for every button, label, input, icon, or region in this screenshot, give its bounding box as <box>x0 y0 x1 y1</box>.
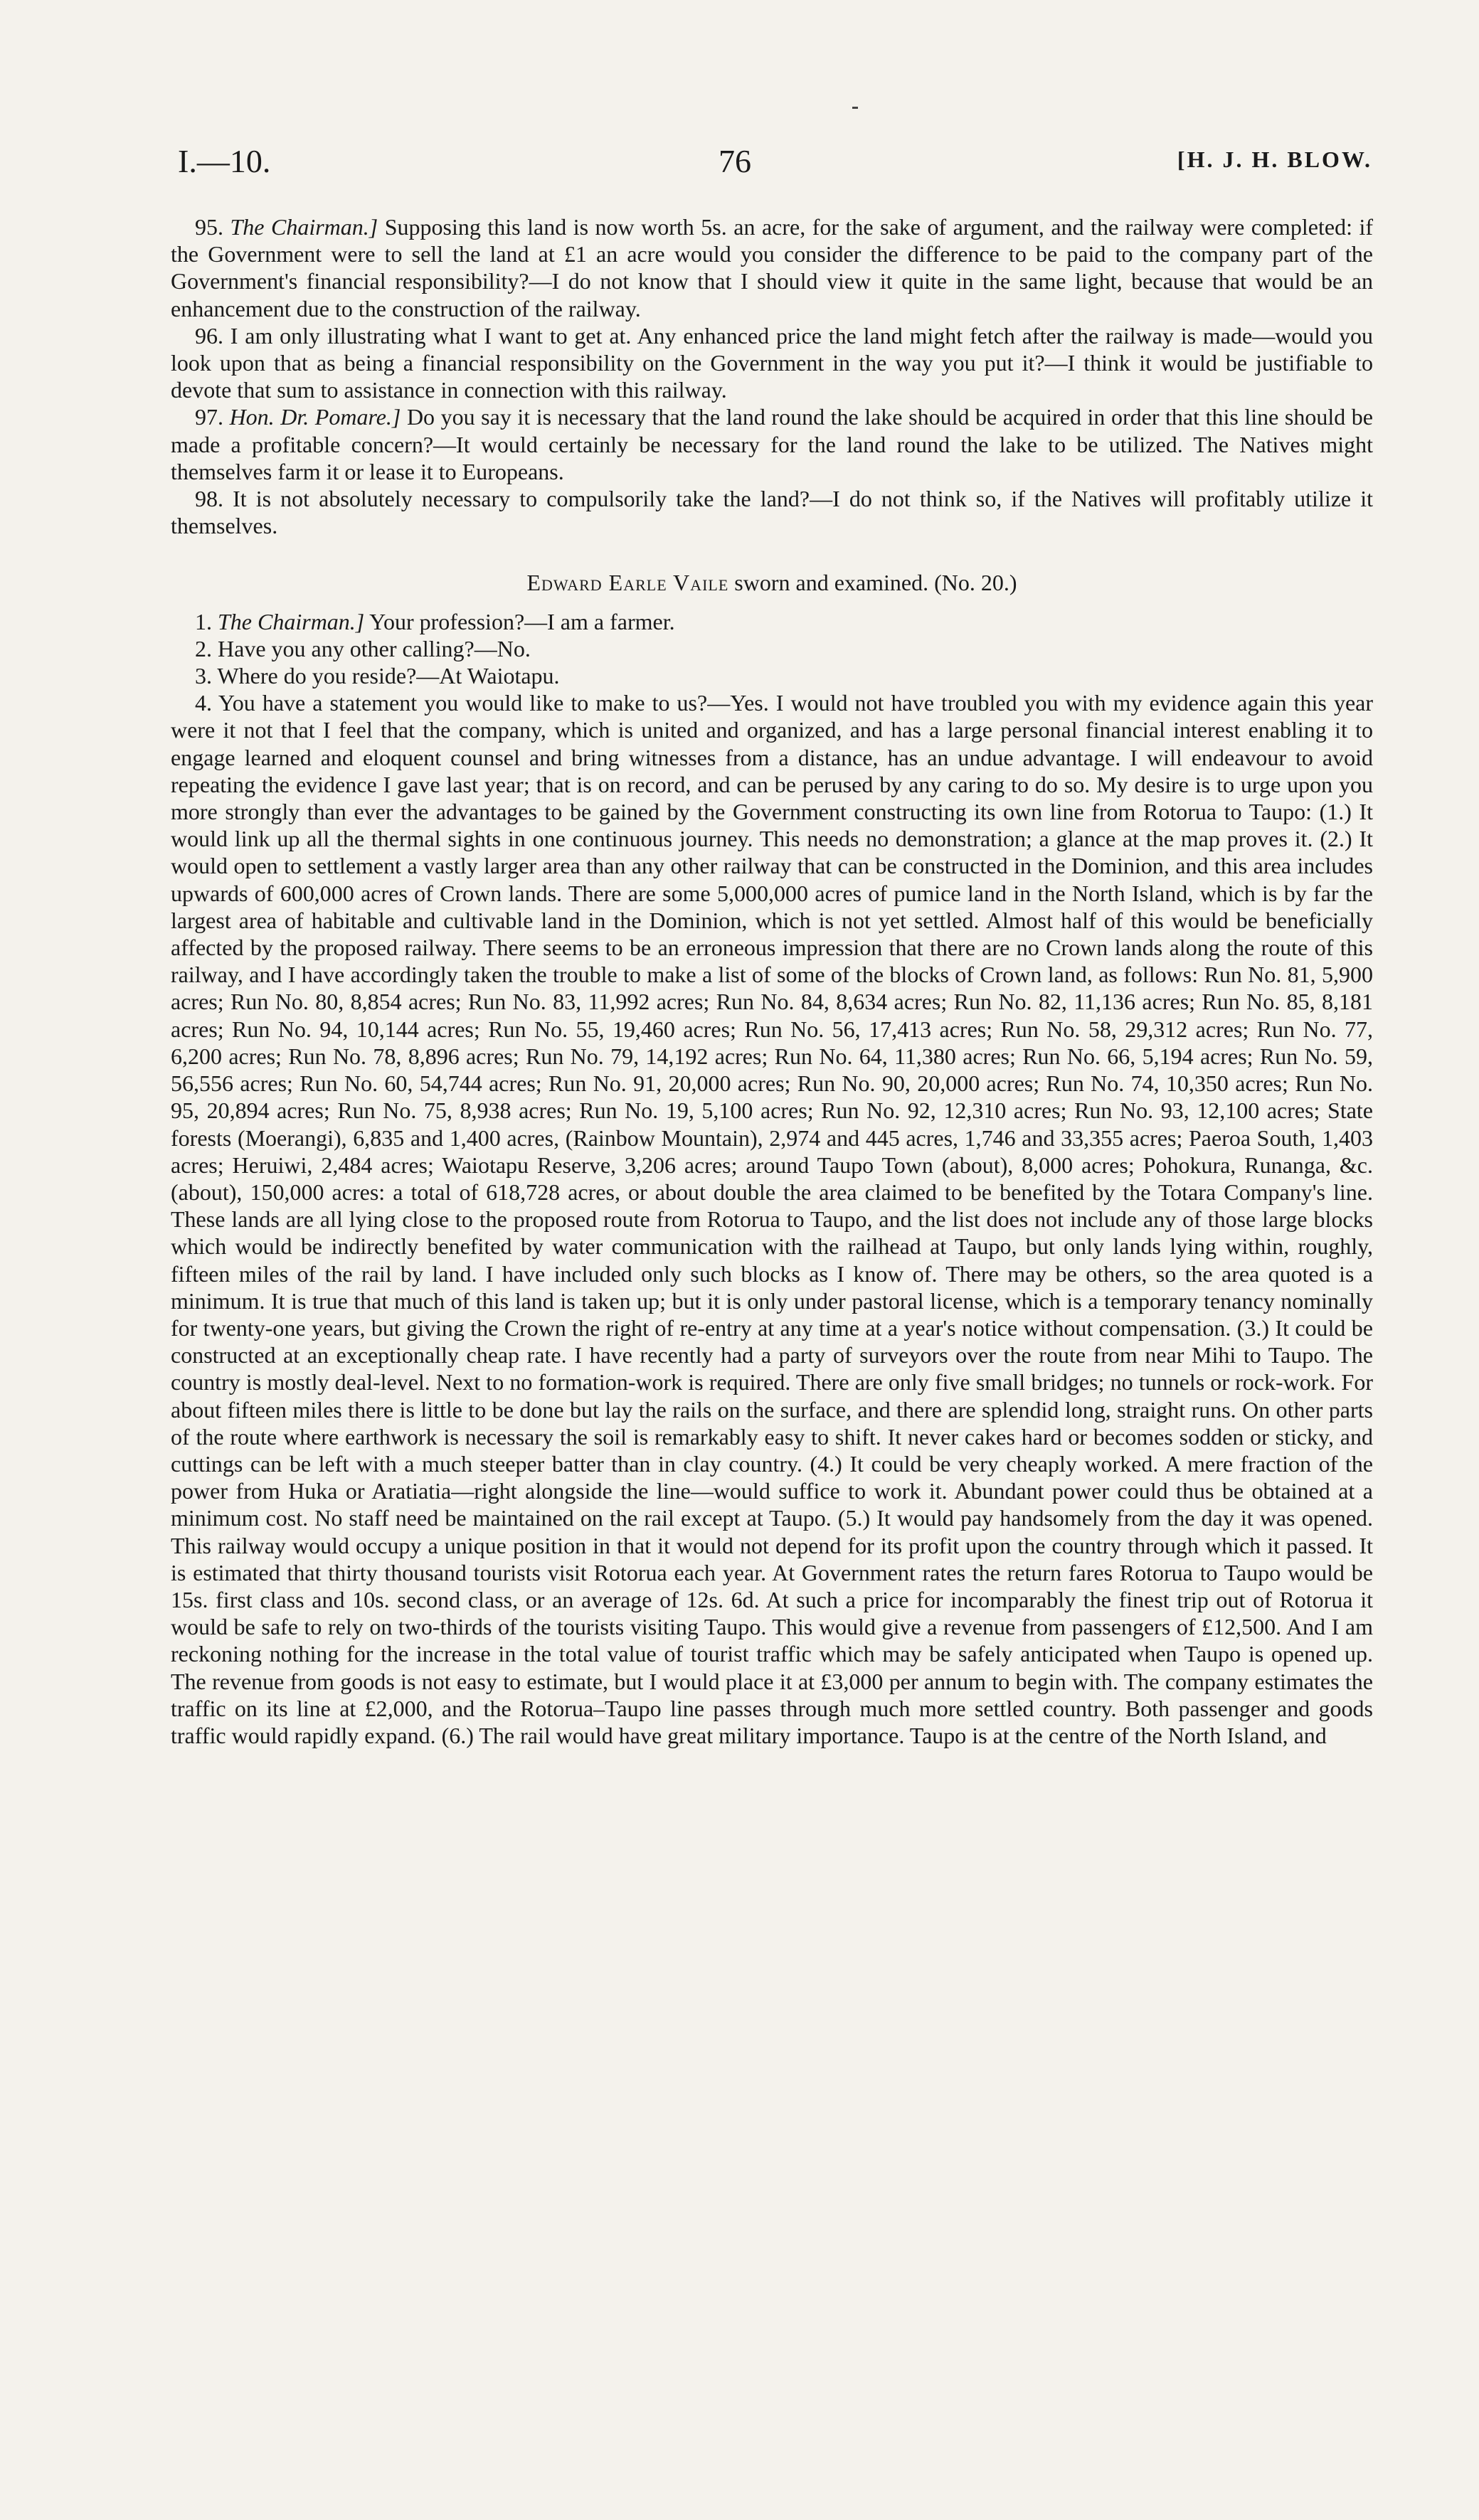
question-text: Have you any other calling?—No. <box>212 635 531 661</box>
question-text: Where do you reside?—At Waiotapu. <box>212 663 560 689</box>
question-number: 3. <box>195 663 212 689</box>
question-paragraph <box>171 322 1373 404</box>
speaker: The Chairman.] <box>230 214 378 240</box>
question-paragraph <box>171 485 1373 539</box>
question-number: 98. <box>195 486 223 512</box>
question-number: 1. <box>195 608 212 634</box>
question-text: I am only illustrating what I want to get at. Any enhanced price the land might fetch after the railway is made—would you look upon that as being a financial responsibility on the Government in the way you put it?—I think it would be justifiable to devote that sum to assistance in connection with this railway. <box>171 322 1373 403</box>
document-body <box>171 213 1373 1749</box>
page-header <box>178 142 1372 185</box>
question-paragraph <box>171 403 1373 485</box>
witness-heading-rest: sworn and examined. (No. 20.) <box>728 570 1017 596</box>
witness-reference: [H. J. H. BLOW. <box>1177 147 1372 172</box>
question-number: 97. <box>195 404 223 430</box>
question-number: 4. <box>195 690 212 716</box>
statement-paragraph <box>171 689 1373 1749</box>
question-paragraph <box>171 213 1373 322</box>
page-mark <box>852 107 858 109</box>
paper-reference: I.—10. <box>178 143 271 179</box>
question-paragraph <box>171 608 1373 635</box>
question-number: 95. <box>195 214 223 240</box>
question-text: Supposing this land is now worth 5s. an acre, for the sake of argument, and the railway were completed: if the Government were to sell the land at £1 an acre would you consider the difference to be paid to the company part of the Government's financial responsibility?—I do not know that I should view it quite in the same light, because that would be an enhancement due to the construction of the railway. <box>171 214 1374 321</box>
question-number: 2. <box>195 635 212 661</box>
question-paragraph <box>171 662 1373 689</box>
question-text: It is not absolutely necessary to compulsorily take the land?—I do not think so, if the Natives will profitably utilize it themselves. <box>171 486 1373 539</box>
question-text: Your profession?—I am a farmer. <box>364 608 675 634</box>
question-paragraph <box>171 635 1373 662</box>
page-number: 76 <box>719 143 751 179</box>
witness-heading <box>171 569 1373 596</box>
speaker: Hon. Dr. Pomare.] <box>229 404 401 430</box>
statement-text: You have a statement you would like to make to us?—Yes. I would not have troubled you with my evidence again this year were it not that I feel that the company, which is united and organized, and has a large personal financial interest enabling it to engage learned and eloquent counsel and bring witnesses from a distance, has an undue advantage. I will endeavour to avoid repeating the evidence I gave last year; that is on record, and can be perused by any caring to do so. My desire is to urge upon you more strongly than ever the advantages to be gained by the Government constructing its own line from Rotorua to Taupo: (1.) It would link up all the thermal sights in one continuous journey. This needs no demonstration; a glance at the map proves it. (2.) It would open to settlement a vastly larger area than any other railway that can be constructed in the Dominion, and this area includes upwards of 600,000 acres of Crown lands. There are some 5,000,000 acres of pumice land in the North Island, which is by far the largest area of habitable and cultivable land in the Dominion, which is not yet settled. Almost half of this would be beneficially affected by the proposed railway. There seems to be an erroneous impression that there are no Crown lands along the route of this railway, and I have accordingly taken the trouble to make a list of some of the blocks of Crown land, as follows: Run No. 81, 5,900 acres; Run No. 80, 8,854 acres; Run No. 83, 11,992 acres; Run No. 84, 8,634 acres; Run No. 82, 11,136 acres; Run No. 85, 8,181 acres; Run No. 94, 10,144 acres; Run No. 55, 19,460 acres; Run No. 56, 17,413 acres; Run No. 58, 29,312 acres; Run No. 77, 6,200 acres; Run No. 78, 8,896 acres; Run No. 79, 14,192 acres; Run No. 64, 11,380 acres; Run No. 66, 5,194 acres; Run No. 59, 56,556 acres; Run No. 60, 54,744 acres; Run No. 91, 20,000 acres; Run No. 90, 20,000 acres; Run No. 74, 10,350 acres; Run No. 95, 20,894 acres; Run No. 75, 8,938 acres; Run No. 19, 5,100 acres; Run No. 92, 12,310 acres; Run No. 93, 12,100 acres; State forests (Moerangi), 6,835 and 1,400 acres, (Rainbow Mountain), 2,974 and 445 acres, 1,746 and 33,355 acres; Paeroa South, 1,403 acres; Heruiwi, 2,484 acres; Waiotapu Reserve, 3,206 acres; around Taupo Town (about), 8,000 acres; Pohokura, Runanga, &c. (about), 150,000 acres: a total of 618,728 acres, or about double the area claimed to be benefited by the Totara Company's line. These lands are all lying close to the proposed route from Rotorua to Taupo, and the list does not include any of those large blocks which would be indirectly benefited by water communication with the railhead at Taupo, but only lands lying within, roughly, fifteen miles of the rail by land. I have included only such blocks as I know of. There may be others, so the area quoted is a minimum. It is true that much of this land is taken up; but it is only under pastoral license, which is a temporary tenancy nominally for twenty-one years, but giving the Crown the right of re-entry at any time at a year's notice without compensation. (3.) It could be constructed at an exceptionally cheap rate. I have recently had a party of surveyors over the route from near Mihi to Taupo. The country is mostly deal-level. Next to no formation-work is required. There are only five small bridges; no tunnels or rock-work. For about fifteen miles there is little to be done but lay the rails on the surface, and there are splendid long, straight runs. On other parts of the route where earthwork is necessary the soil is remarkably easy to shift. It never cakes hard or becomes sodden or sticky, and cuttings can be left with a much steeper batter than in clay country. (4.) It could be very cheaply worked. A mere fraction of the power from Huka or Aratiatia—right alongside the line—would suffice to work it. Abundant power could thus be obtained at a minimum cost. No staff need be maintained on the rail except at Taupo. (5.) It would pay handsomely from the day it was opened. This railway would occupy a unique position in that it would not depend for its profit upon the country through which it passed. It is estimated that thirty thousand tourists visit Rotorua each year. At Government rates the return fares Rotorua to Taupo would be 15s. first class and 10s. second class, or an average of 12s. 6d. At such a price for incomparably the finest trip out of Rotorua it would be safe to rely on two-thirds of the tourists visiting Taupo. This would give a revenue from passengers of £12,500. And I am reckoning nothing for the increase in the total value of tourist traffic which may be safely anticipated when Taupo is opened up. The revenue from goods is not easy to estimate, but I would place it at £3,000 per annum to begin with. The company estimates the traffic on its line at £2,000, and the Rotorua–Taupo line passes through much more settled country. Both passenger and goods traffic would rapidly expand. (6.) The rail would have great military importance. Taupo is at the centre of the North Island, and <box>171 690 1373 1748</box>
question-number: 96. <box>195 322 223 349</box>
question-text: Do you say it is necessary that the land round the lake should be acquired in order that this line should be made a profitable concern?—It would certainly be necessary for the land round the lake to be utilized. The Natives might themselves farm it or lease it to Europeans. <box>171 404 1374 484</box>
speaker: The Chairman.] <box>218 608 365 634</box>
witness-name: Edward Earle Vaile <box>526 570 729 596</box>
